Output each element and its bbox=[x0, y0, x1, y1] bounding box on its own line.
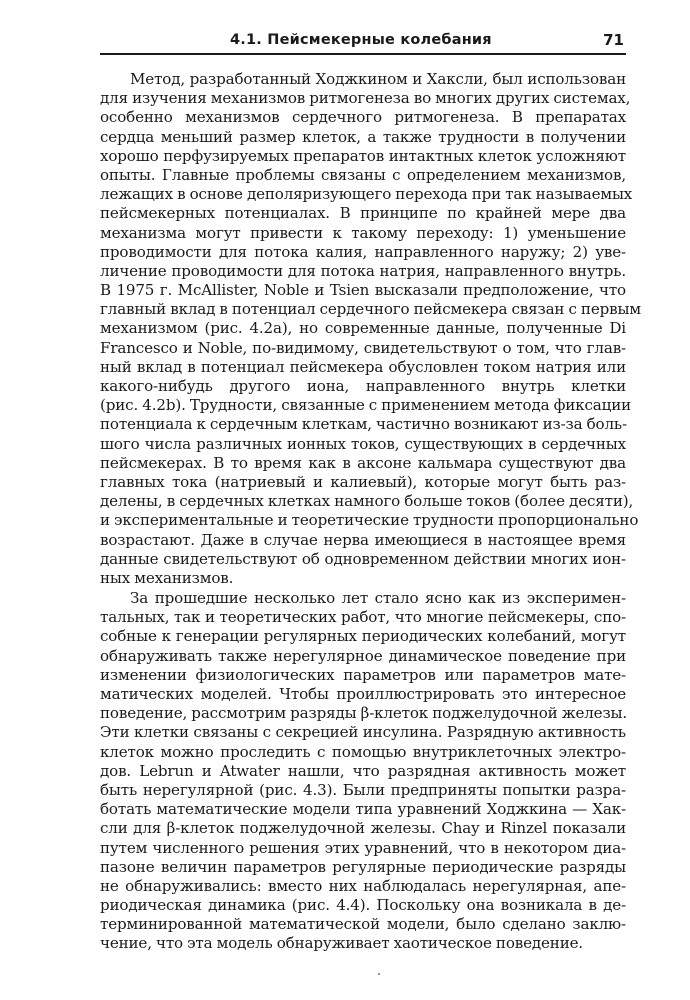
paragraph-2 bbox=[100, 589, 626, 954]
text-line: хорошо перфузируемых препаратов интактных клеток усложняют bbox=[100, 146, 626, 165]
text-line: шого числа различных ионных токов, существующих в сердечных bbox=[100, 434, 626, 453]
text-line: собные к генерации регулярных периодических колебаний, могут bbox=[100, 627, 626, 646]
text-line: Метод, разработанный Ходжкином и Хаксли, был использован bbox=[130, 70, 626, 88]
text-line: риодическая динамика (рис. 4.4). Поскольку она возникала в де- bbox=[100, 896, 626, 915]
text-line: путем численного решения этих уравнений, что в некотором диа- bbox=[100, 838, 626, 857]
text-line: тальных, так и теоретических работ, что многие пейсмекеры, спо- bbox=[100, 608, 626, 627]
text-line: главных тока (натриевый и калиевый), которые могут быть раз- bbox=[100, 472, 626, 491]
text-line: особенно механизмов сердечного ритмогенеза. В препаратах bbox=[100, 108, 626, 127]
text-line: для изучения механизмов ритмогенеза во многих других системах, bbox=[100, 89, 631, 108]
text-line: делены, в сердечных клетках намного больше токов (более десяти), bbox=[100, 492, 634, 511]
text-line: пазоне величин параметров регулярные периодические разряды bbox=[100, 857, 626, 876]
running-head bbox=[100, 27, 626, 55]
text-line: сердца меньший размер клеток, а также трудности в получении bbox=[100, 127, 626, 146]
text-line: изменении физиологических параметров или параметров мате- bbox=[100, 665, 626, 684]
text-line: личение проводимости для потока натрия, направленного внутрь. bbox=[100, 261, 626, 280]
text-line: и экспериментальные и теоретические трудности пропорционально bbox=[100, 511, 639, 530]
text-line: пейсмекерах. В то время как в аксоне кальмара существуют два bbox=[100, 453, 626, 472]
scan-speck bbox=[378, 973, 380, 975]
text-line: потенциала к сердечным клеткам, частично возникают из-за боль- bbox=[100, 415, 627, 434]
text-line: быть нерегулярной (рис. 4.3). Были предприняты попытки разра- bbox=[100, 780, 626, 799]
text-line: матических моделей. Чтобы проиллюстрировать это интересное bbox=[100, 685, 626, 703]
text-line: дов. Lebrun и Atwater нашли, что разрядная активность может bbox=[100, 761, 626, 780]
text-line: В 1975 г. McAllister, Noble и Tsien высказали предположение, что bbox=[100, 281, 626, 300]
text-line: какого-нибудь другого иона, направленного внутрь клетки bbox=[100, 377, 626, 395]
text-line: ный вклад в потенциал пейсмекера обусловлен током натрия или bbox=[100, 357, 626, 376]
text-line: пейсмекерных потенциалах. В принципе по крайней мере два bbox=[100, 204, 626, 223]
text-line: ботать математические модели типа уравнений Ходжкина — Хак- bbox=[100, 800, 626, 819]
text-line: механизма могут привести к такому переходу: 1) уменьшение bbox=[100, 223, 626, 242]
text-line: Эти клетки связаны с секрецией инсулина. Разрядную активность bbox=[100, 723, 626, 742]
text-line: (рис. 4.2b). Трудности, связанные с применением метода фиксации bbox=[100, 396, 632, 415]
text-line: Francesco и Noble, по-видимому, свидетельствуют о том, что глав- bbox=[100, 338, 626, 357]
text-line: механизмом (рис. 4.2а), но современные данные, полученные Di bbox=[100, 319, 626, 338]
text-line: проводимости для потока калия, направленного наружу; 2) уве- bbox=[100, 242, 626, 261]
text-line: не обнаруживались: вместо них наблюдалась нерегулярная, апе- bbox=[100, 876, 626, 895]
body-text bbox=[100, 70, 641, 954]
text-line: сли для β-клеток поджелудочной железы. Chay и Rinzel показали bbox=[100, 819, 626, 838]
text-line: главный вклад в потенциал сердечного пейсмекера связан с первым bbox=[100, 300, 641, 319]
text-line: данные свидетельствуют об одновременном действии многих ион- bbox=[100, 549, 626, 568]
text-line: возрастают. Даже в случае нерва имеющиеся в настоящее время bbox=[100, 530, 626, 549]
text-line: лежащих в основе деполяризующего перехода при так называемых bbox=[100, 185, 633, 204]
text-line: обнаруживать также нерегулярное динамическое поведение при bbox=[100, 646, 626, 665]
text-line: терминированной математической модели, было сделано заклю- bbox=[100, 915, 626, 934]
text-line: За прошедшие несколько лет стало ясно как из эксперимен- bbox=[130, 589, 626, 608]
text-line: поведение, рассмотрим разряды β-клеток поджелудочной железы. bbox=[100, 704, 628, 723]
page-number: 71 bbox=[603, 31, 624, 49]
text-line: клеток можно проследить с помощью внутриклеточных электро- bbox=[100, 742, 626, 761]
text-line: чение, что эта модель обнаруживает хаотическое поведение. bbox=[100, 934, 584, 953]
text-line: опыты. Главные проблемы связаны с определением механизмов, bbox=[100, 165, 626, 184]
paragraph-1 bbox=[100, 70, 641, 588]
section-title: 4.1. Пейсмекерные колебания bbox=[230, 32, 492, 48]
text-line: ных механизмов. bbox=[100, 568, 234, 587]
